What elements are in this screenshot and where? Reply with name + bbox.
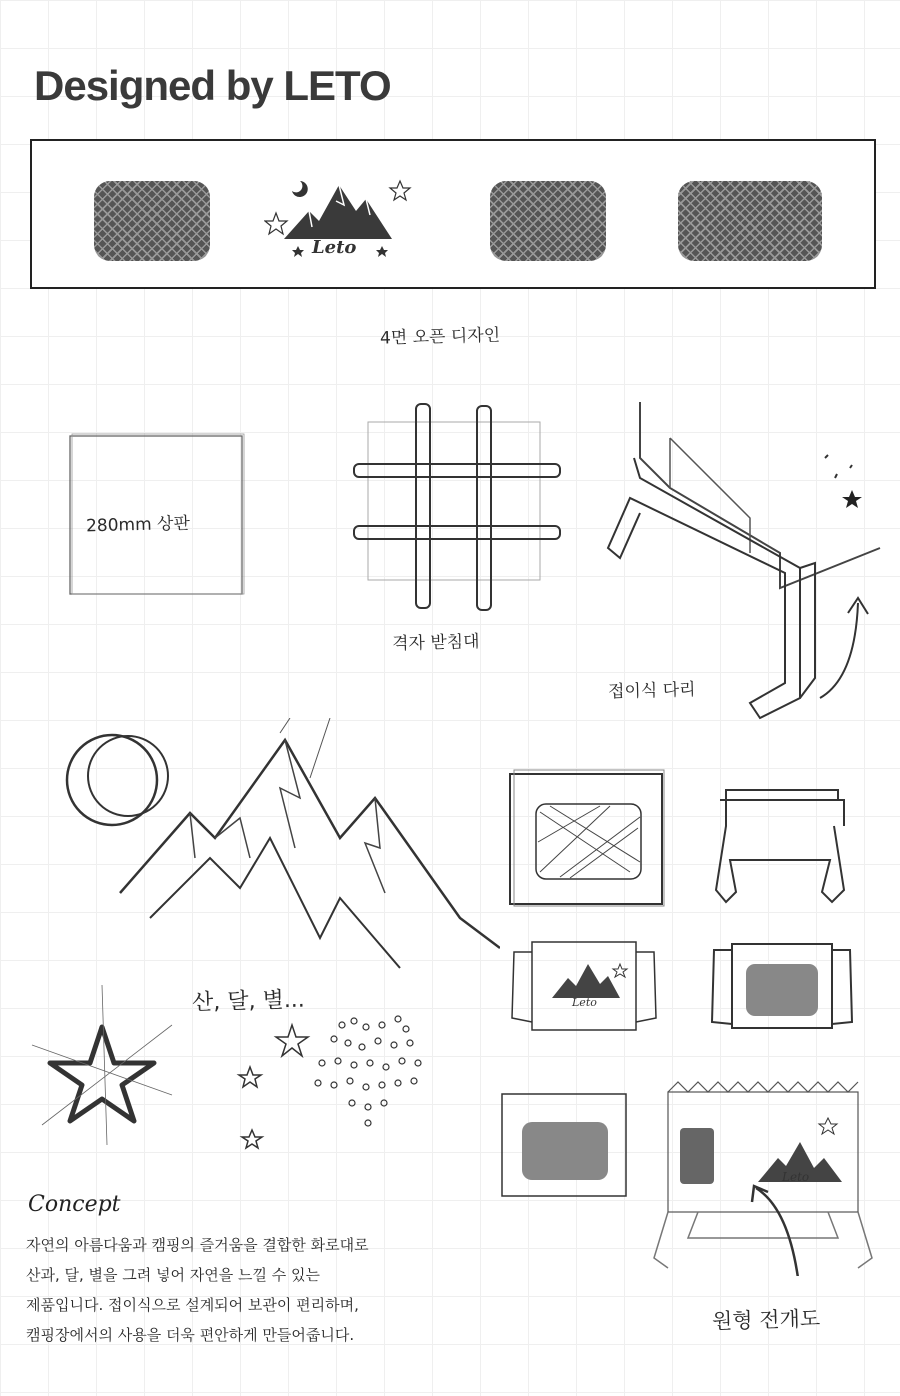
moon-mountains-sketch — [40, 718, 500, 988]
concept-line: 캠핑장에서의 사용을 더욱 편안하게 만들어줍니다. — [26, 1326, 355, 1344]
concept-body — [26, 1230, 466, 1350]
mesh-panel — [94, 181, 210, 261]
round-deploy-label: 원형 전개도 — [711, 1306, 821, 1334]
leto-mountain-logo — [264, 171, 414, 261]
leto-logo-text: Leto — [312, 237, 357, 258]
concept-line: 산과, 달, 별을 그려 넣어 자연을 느낄 수 있는 — [26, 1266, 321, 1284]
folding-leg-label: 접이식 다리 — [607, 679, 696, 703]
concept-line: 제품입니다. 접이식으로 설계되어 보관이 편리하며, — [26, 1296, 359, 1314]
motif-caption: 산, 달, 별... — [191, 987, 306, 1016]
panel-mesh-sketch — [498, 1090, 633, 1200]
mesh-panel — [490, 181, 606, 261]
mesh-panel — [678, 181, 822, 261]
page-title: Designed by LETO — [34, 62, 391, 109]
design-banner — [30, 139, 876, 289]
banner-caption: 4면 오픈 디자인 — [379, 325, 501, 349]
grid-support-label: 격자 받침대 — [391, 631, 480, 655]
top-plate-label: 280mm 상판 — [85, 513, 191, 537]
leto-logo-text-small: Leto — [572, 996, 597, 1009]
side-view-sketch — [706, 780, 854, 910]
unfolded-mesh-sketch — [706, 940, 858, 1032]
concept-title: Concept — [28, 1192, 121, 1217]
leto-logo-text-product: Leto — [782, 1170, 810, 1184]
front-view-sketch — [500, 762, 675, 922]
concept-line: 자연의 아름다움과 캠핑의 즐거움을 결합한 화로대로 — [26, 1236, 369, 1254]
grid-support-sketch — [350, 400, 565, 615]
assembled-product-sketch — [648, 1078, 874, 1276]
unfolded-front-sketch — [508, 938, 660, 1034]
